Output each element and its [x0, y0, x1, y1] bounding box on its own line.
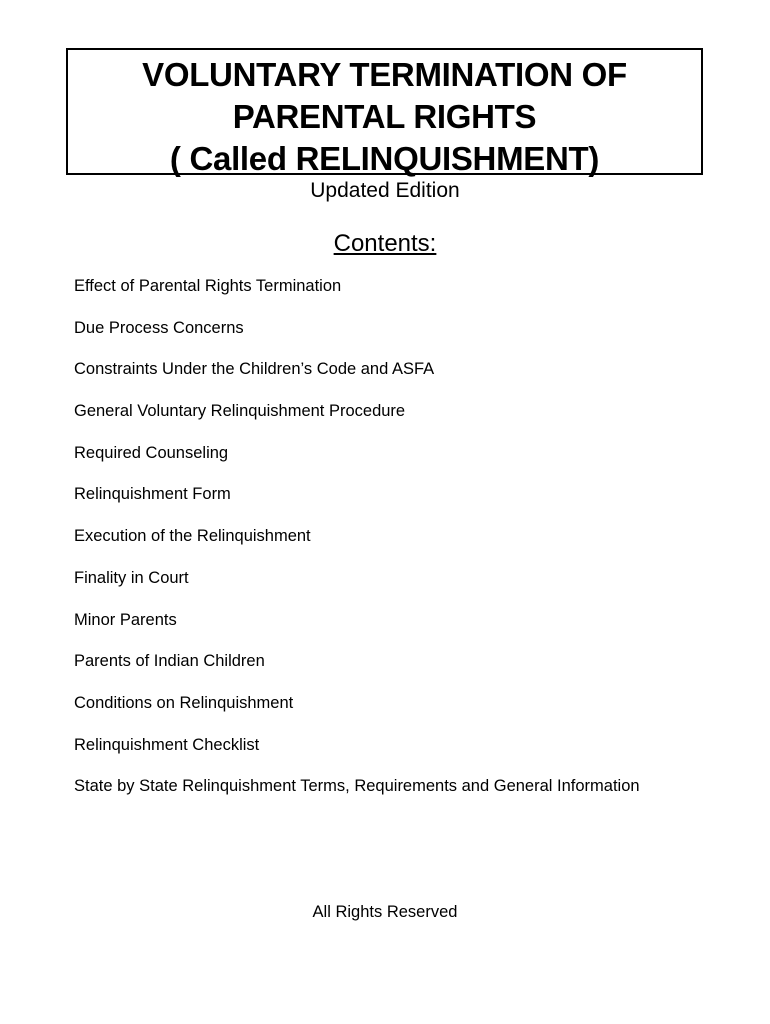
toc-item-execution: Execution of the Relinquishment — [74, 527, 311, 546]
toc-item-required-counseling: Required Counseling — [74, 443, 229, 462]
title-line-3: ( Called RELINQUISHMENT) — [169, 140, 600, 177]
toc-item-due-process: Due Process Concerns — [74, 318, 244, 337]
title-line-1: VOLUNTARY TERMINATION OF — [142, 56, 627, 93]
toc-item-general-procedure: General Voluntary Relinquishment Procedure — [74, 402, 406, 421]
contents-heading: Contents: — [333, 230, 437, 257]
document-title-box — [66, 48, 703, 175]
title-line-2: PARENTAL RIGHTS — [232, 98, 537, 135]
edition-subtitle: Updated Edition — [310, 179, 460, 202]
toc-item-state-by-state: State by State Relinquishment Terms, Requirements and General Information — [74, 777, 640, 796]
toc-item-effect-of-termination: Effect of Parental Rights Termination — [74, 277, 342, 295]
toc-item-relinquishment-form: Relinquishment Form — [74, 485, 231, 504]
table-of-contents — [74, 276, 640, 818]
rights-reserved-footer: All Rights Reserved — [312, 903, 458, 921]
toc-item-indian-children: Parents of Indian Children — [74, 652, 265, 671]
toc-item-finality-in-court: Finality in Court — [74, 568, 189, 587]
toc-item-checklist: Relinquishment Checklist — [74, 735, 260, 754]
toc-item-minor-parents: Minor Parents — [74, 610, 177, 629]
toc-item-constraints-childrens-code: Constraints Under the Children’s Code and ASFA — [74, 360, 435, 379]
toc-item-conditions: Conditions on Relinquishment — [74, 693, 294, 712]
